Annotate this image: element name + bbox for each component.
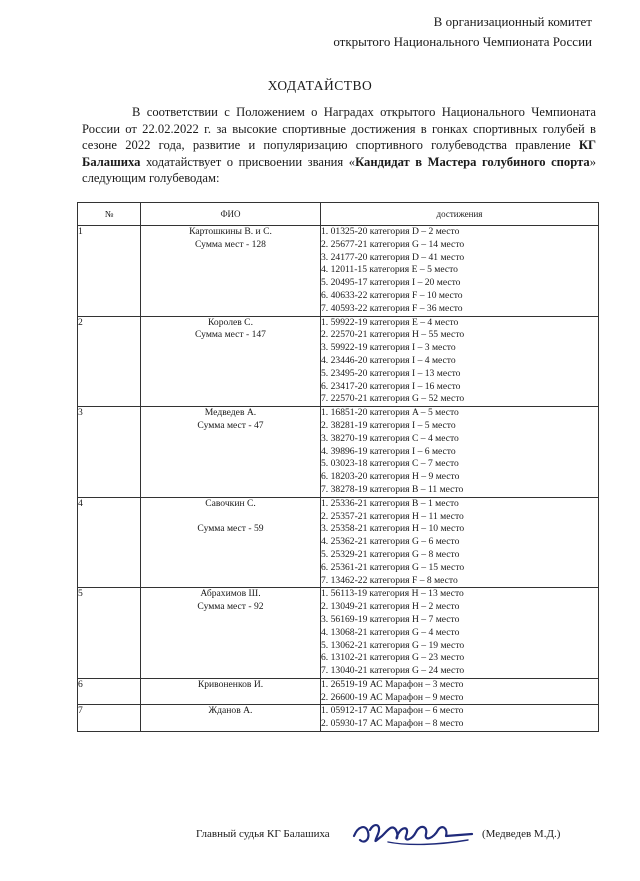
places-sum: Сумма мест - 128 [195,238,266,250]
header-achievements: достижения [321,203,599,226]
achievement-item: 3. 24177-20 категория D – 41 место [321,251,465,263]
achievement-item: 4. 12011-15 категория E – 5 место [321,264,458,276]
table-row [78,588,599,679]
row-number: 2 [78,316,141,407]
table-row [78,226,599,317]
achievement-item: 4. 13068-21 категория G – 4 место [321,626,460,638]
achievement-item: 2. 22570-21 категория H – 55 место [321,329,465,341]
row-number: 6 [78,678,141,705]
awards-table [77,202,599,732]
achievement-item: 5. 03023-18 категория C – 7 место [321,458,459,470]
achievements-cell [321,497,599,588]
achievement-item: 3. 25358-21 категория H – 10 место [321,523,465,535]
row-number: 1 [78,226,141,317]
fancier-cell [141,316,321,407]
intro-text-2: ходатайствует о присвоении звания « [140,154,356,169]
places-sum: Сумма мест - 47 [197,419,264,431]
achievement-item: 2. 13049-21 категория H – 2 место [321,601,460,613]
achievement-item: 5. 13062-21 категория G – 19 место [321,639,465,651]
achievement-item: 6. 25361-21 категория G – 15 место [321,561,465,573]
signature-icon [348,812,478,852]
achievement-item: 2. 26600-19 АС Марафон – 9 место [321,691,464,703]
header-num: № [78,203,141,226]
achievement-item: 2. 25357-21 категория H – 11 место [321,510,464,522]
places-sum: Сумма мест - 92 [197,601,264,613]
row-number: 5 [78,588,141,679]
achievement-item: 2. 38281-19 категория I – 5 место [321,419,456,431]
achievement-item: 7. 22570-21 категория G – 52 место [321,393,465,405]
places-sum: Сумма мест - 59 [197,523,264,535]
fancier-cell [141,678,321,705]
achievements-cell [321,588,599,679]
achievements-cell [321,316,599,407]
table-header-row [78,203,599,226]
intro-club-name: КГ Балашиха [82,138,596,169]
achievement-item: 1. 59922-19 категория E – 4 место [321,316,459,328]
table-row [78,316,599,407]
achievements-cell [321,226,599,317]
fancier-name: Картошкины В. и С. [189,226,272,237]
table-row [78,705,599,732]
achievement-item: 7. 13040-21 категория G – 24 место [321,665,465,677]
achievement-item: 2. 25677-21 категория G – 14 место [321,238,465,250]
addressee-block [333,12,592,52]
achievement-item: 6. 13102-21 категория G – 23 место [321,652,465,664]
intro-text-3: » следующим голубеводам: [82,154,596,185]
achievement-item: 6. 18203-20 категория H – 9 место [321,471,460,483]
intro-rank-title: Кандидат в Мастера голубиного спорта [355,154,590,169]
fancier-cell [141,705,321,732]
fancier-name: Жданов А. [208,705,253,717]
header-name: ФИО [141,203,321,226]
awards-table-body [78,226,599,732]
achievement-item: 6. 40633-22 категория F – 10 место [321,289,463,301]
achievement-item: 1. 26519-19 АС Марафон – 3 место [321,678,464,690]
addressee-line-1: В организационный комитет [433,14,592,29]
intro-text-1: В соответствии с Положением о Наградах открытого Национального Чемпионата России от 22.02.2022 г. за высокие спортивные достижения в гонках спортивных голубей в сезоне 2022 года, развитие и популяризацию спортивного голубеводства правление [82,105,596,152]
achievement-item: 4. 39896-19 категория I – 6 место [321,445,456,457]
achievement-item: 1. 05912-17 АС Марафон – 6 место [321,705,464,717]
achievements-cell [321,678,599,705]
row-number: 3 [78,407,141,498]
achievements-cell [321,705,599,732]
fancier-name: Медведев А. [204,407,257,419]
document-title: ХОДАТАЙСТВО [267,78,373,93]
achievement-item: 3. 56169-19 категория H – 7 место [321,613,460,625]
row-number: 7 [78,705,141,732]
fancier-name: Савочкин С. [205,497,256,509]
fancier-cell [141,407,321,498]
achievement-item: 2. 05930-17 АС Марафон – 8 место [321,718,464,730]
fancier-name: Кривоненков И. [197,678,264,690]
addressee-line-2: открытого Национального Чемпионата России [333,34,592,49]
places-sum: Сумма мест - 147 [195,329,266,341]
table-row [78,407,599,498]
fancier-name: Абрахимов Ш. [200,588,261,600]
fancier-cell [141,588,321,679]
achievement-item: 6. 23417-20 категория I – 16 место [321,380,461,392]
footer-signature-block [0,822,640,846]
achievements-cell [321,407,599,498]
achievement-item: 4. 25362-21 категория G – 6 место [321,536,460,548]
achievement-item: 1. 25336-21 категория B – 1 место [321,497,459,509]
fancier-cell [141,497,321,588]
achievement-item: 5. 23495-20 категория I – 13 место [321,367,461,379]
fancier-name: Королев С. [208,316,253,328]
row-number: 4 [78,497,141,588]
achievement-item: 1. 01325-20 категория D – 2 место [321,226,460,237]
achievement-item: 4. 23446-20 категория I – 4 место [321,354,456,366]
fancier-cell [141,226,321,317]
achievement-item: 3. 59922-19 категория I – 3 место [321,342,456,354]
achievement-item: 7. 38278-19 категория B – 11 место [321,483,464,495]
table-row [78,497,599,588]
achievement-item: 1. 16851-20 категория A – 5 место [321,407,459,419]
judge-name: (Медведев М.Д.) [482,828,561,840]
achievement-item: 5. 20495-17 категория I – 20 место [321,277,461,289]
intro-paragraph [82,104,596,187]
table-row [78,678,599,705]
achievement-item: 5. 25329-21 категория G – 8 место [321,548,460,560]
achievement-item: 3. 38270-19 категория C – 4 место [321,432,459,444]
achievement-item: 7. 13462-22 категория F – 8 место [321,574,458,586]
achievement-item: 1. 56113-19 категория H – 13 место [321,588,464,600]
achievement-item: 7. 40593-22 категория F – 36 место [321,302,463,314]
judge-title: Главный судья КГ Балашиха [196,828,330,840]
